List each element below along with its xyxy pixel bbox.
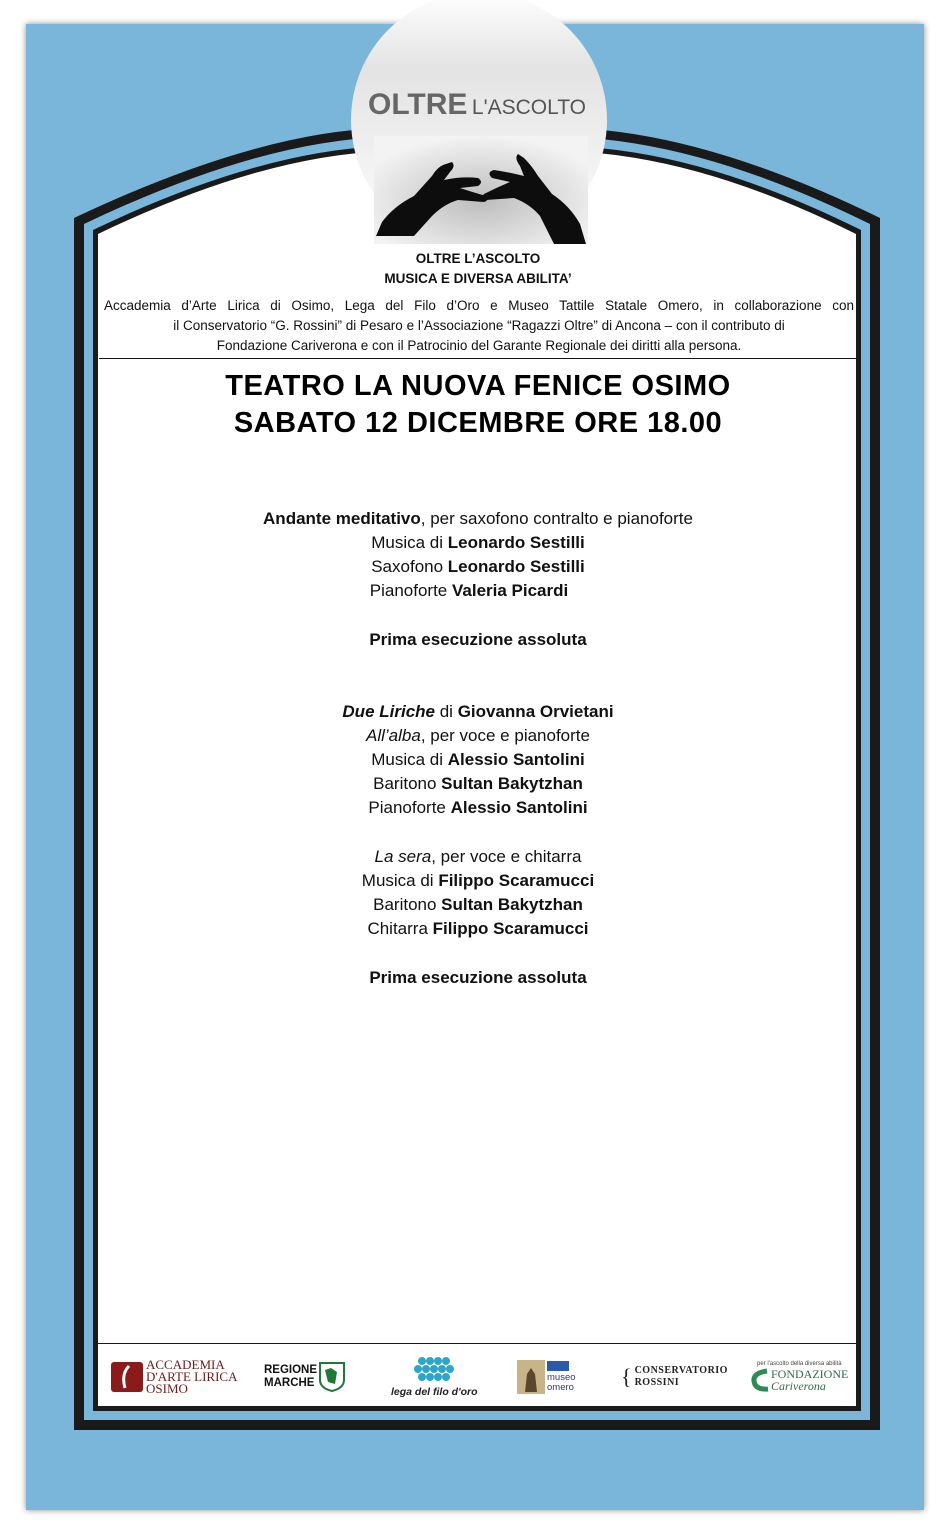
fondazione-small-text: per l'ascolto della diversa abilità bbox=[757, 1361, 842, 1367]
piece2a-piano: Alessio Santolini bbox=[450, 798, 588, 817]
saxofono-label: Saxofono bbox=[371, 557, 448, 576]
musica-di-label-2: Musica di bbox=[371, 750, 448, 769]
piece2a-composer: Alessio Santolini bbox=[447, 750, 585, 769]
intro-paragraph bbox=[104, 296, 854, 356]
piece2a-baritone: Sultan Bakytzhan bbox=[441, 774, 583, 793]
accademia-line1: ACCADEMIA bbox=[146, 1357, 225, 1372]
conservatorio-line1: CONSERVATORIO bbox=[634, 1365, 728, 1376]
fondazione-c-icon bbox=[751, 1367, 771, 1393]
museo-blue-block bbox=[547, 1361, 569, 1371]
piece2-di: di bbox=[435, 702, 458, 721]
accademia-line3: OSIMO bbox=[146, 1381, 188, 1396]
intro-line3: Fondazione Cariverona e con il Patrocinio del Garante Regionale dei diritti alla persona. bbox=[216, 338, 742, 353]
premiere-1-text: Prima esecuzione assoluta bbox=[369, 630, 587, 649]
piece1-composer: Leonardo Sestilli bbox=[447, 533, 585, 552]
baritono-label: Baritono bbox=[373, 774, 442, 793]
regione-line1: REGIONE bbox=[264, 1364, 318, 1376]
subtitle-line1: OLTRE L’ASCOLTO bbox=[415, 251, 541, 266]
premiere-2 bbox=[99, 968, 857, 988]
piece1-sax: Leonardo Sestilli bbox=[447, 557, 585, 576]
piece2b-title: La sera bbox=[374, 847, 432, 866]
piece1-desc: , per saxofono contralto e pianoforte bbox=[420, 509, 693, 528]
lega-dots-icon bbox=[409, 1356, 459, 1384]
hands-icon bbox=[374, 136, 588, 244]
museo-line2: omero bbox=[547, 1382, 574, 1393]
pianoforte-label-2: Pianoforte bbox=[368, 798, 451, 817]
conservatorio-line2: ROSSINI bbox=[634, 1377, 680, 1388]
logo-regione-marche bbox=[264, 1346, 345, 1408]
piece2a-desc: , per voce e pianoforte bbox=[420, 726, 590, 745]
intro-line1: Accademia d’Arte Lirica di Osimo, Lega del Filo d’Oro e Museo Tattile Statale Omero, in collaborazione con bbox=[104, 298, 854, 313]
piece1-title: Andante meditativo bbox=[263, 509, 421, 528]
logo-ascolto: L'ASCOLTO bbox=[471, 96, 586, 119]
premiere-2-text: Prima esecuzione assoluta bbox=[369, 968, 587, 987]
chitarra-label: Chitarra bbox=[367, 919, 433, 938]
hands-image bbox=[374, 136, 588, 244]
piece2a-piano-line bbox=[99, 798, 857, 818]
piece2a-title: All’alba bbox=[366, 726, 421, 745]
logo-accademia bbox=[111, 1346, 237, 1408]
piece1-piano: Valeria Picardi bbox=[451, 581, 569, 600]
divider bbox=[99, 358, 857, 359]
piece2b-guitar: Filippo Scaramucci bbox=[432, 919, 589, 938]
musica-di-label: Musica di bbox=[371, 533, 448, 552]
intro-line2: il Conservatorio “G. Rossini” di Pesaro e l’Associazione “Ragazzi Oltre” di Ancona – con il contributo di bbox=[173, 318, 785, 333]
regione-line2: MARCHE bbox=[264, 1377, 315, 1389]
subtitle-line2: MUSICA E DIVERSA ABILITA’ bbox=[384, 271, 572, 286]
musica-di-label-3: Musica di bbox=[361, 871, 439, 890]
piece2b-baritone-line bbox=[99, 895, 857, 915]
piece2-title: Due Liriche bbox=[342, 702, 435, 721]
piece2-title-line bbox=[99, 702, 857, 722]
piece2b-title-line bbox=[99, 847, 857, 867]
logo-title bbox=[352, 88, 602, 122]
logo-conservatorio-rossini bbox=[621, 1346, 728, 1408]
headline-venue: TEATRO LA NUOVA FENICE OSIMO bbox=[225, 370, 731, 402]
baritono-label-2: Baritono bbox=[373, 895, 442, 914]
premiere-1 bbox=[99, 630, 857, 650]
piece1-composer-line bbox=[99, 533, 857, 553]
piece2-author: Giovanna Orvietani bbox=[457, 702, 614, 721]
museo-line1: museo bbox=[547, 1372, 576, 1383]
sponsor-logos bbox=[99, 1346, 857, 1408]
logo-oltre: OLTRE bbox=[368, 88, 468, 121]
lega-label: lega del filo d'oro bbox=[391, 1386, 478, 1398]
piece2a-title-line bbox=[99, 726, 857, 746]
piece2b-baritone: Sultan Bakytzhan bbox=[441, 895, 583, 914]
pianoforte-label: Pianoforte bbox=[369, 581, 452, 600]
fondazione-line2: Cariverona bbox=[771, 1379, 826, 1393]
museo-statue-icon bbox=[517, 1360, 545, 1394]
accademia-line2: D'ARTE LIRICA bbox=[146, 1369, 238, 1384]
regione-shield-icon bbox=[319, 1362, 345, 1392]
piece2b-guitar-line bbox=[99, 919, 857, 939]
logo-museo-omero bbox=[517, 1346, 576, 1408]
conservatorio-brace-icon: { bbox=[621, 1364, 632, 1389]
piece2b-composer-line bbox=[99, 871, 857, 891]
piece2a-baritone-line bbox=[99, 774, 857, 794]
headline-date: SABATO 12 DICEMBRE ORE 18.00 bbox=[233, 407, 723, 439]
piece1-title-line bbox=[99, 509, 857, 529]
piece2b-desc: , per voce e chitarra bbox=[431, 847, 582, 866]
piece1-piano-line bbox=[90, 581, 848, 601]
fondazione-line1: FONDAZIONE bbox=[771, 1367, 849, 1381]
accademia-mark-icon bbox=[111, 1360, 143, 1394]
piece1-sax-line bbox=[99, 557, 857, 577]
logo-lega-filo-doro bbox=[391, 1346, 478, 1408]
logo-fondazione-cariverona bbox=[751, 1346, 848, 1408]
piece2a-composer-line bbox=[99, 750, 857, 770]
piece2b-composer: Filippo Scaramucci bbox=[438, 871, 595, 890]
